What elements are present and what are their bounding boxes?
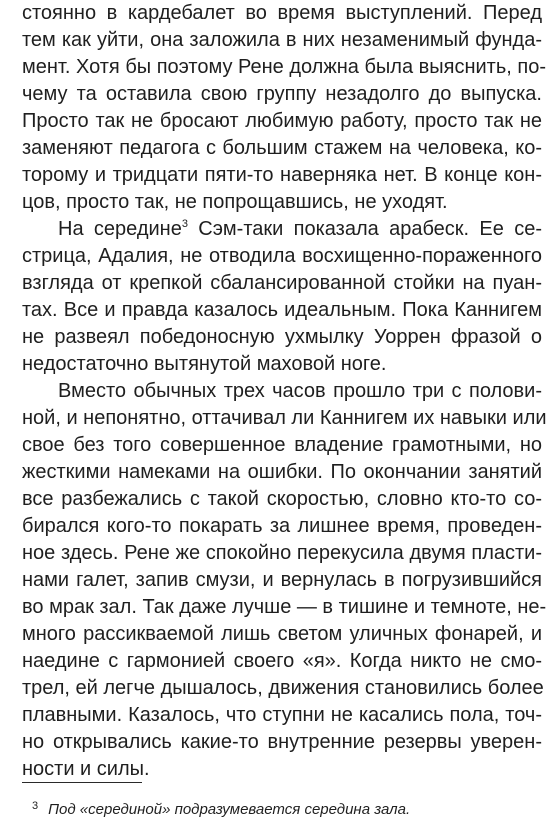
text-line: все разбежались с такой скоростью, словно кто-то со- <box>22 488 542 510</box>
footnote <box>32 796 410 820</box>
text-line: но открывались какие-то внутренние резервы уверен- <box>22 731 542 753</box>
text-line: Просто так не бросают любимую работу, просто так не <box>22 110 542 132</box>
text-line: ной, и непонятно, оттачивал ли Каннигем их навыки или <box>22 407 547 429</box>
text-line: чему та оставила свою группу незадолго до выпуска. <box>22 83 542 105</box>
text-line: наедине с гармонией своего «я». Когда никто не смо- <box>22 650 542 672</box>
text-line: мент. Хотя бы поэтому Рене должна была выяснить, по- <box>22 56 546 78</box>
text-line: стоянно в кардебалет во время выступлений. Перед <box>22 2 542 24</box>
text-line: не развеял победоносную ухмылку Уоррен фразой о <box>22 326 542 348</box>
text-line: во мрак зал. Так даже лучше — в тишине и темноте, не- <box>22 596 547 618</box>
text-line: нами галет, запив смузи, и вернулась в погрузившийся <box>22 569 542 591</box>
text-line: бирался кого-то покарать за лишнее время, проведен- <box>22 515 542 537</box>
text-line: ности и силы. <box>22 758 150 780</box>
text-span: На середине <box>58 218 182 240</box>
footnote-reference[interactable]: 3 <box>181 218 188 230</box>
text-line: трел, ей легче дышалось, движения становились более <box>22 677 544 699</box>
text-line: много рассикваемой лишь светом уличных фонарей, и <box>22 623 542 645</box>
text-line: торому и тридцати пяти-то наверняка нет. В конце кон- <box>22 164 542 186</box>
text-line: жесткими намеками на ошибки. По окончании занятий <box>22 461 542 483</box>
footnote-divider <box>22 782 142 783</box>
text-line: заменяют педагога с большим стажем на человека, ко- <box>22 137 542 159</box>
text-line: плавными. Казалось, что ступни не касались пола, точ- <box>22 704 542 726</box>
text-line: тах. Все и правда казалось идеальным. Пока Каннигем <box>22 299 542 321</box>
text-line: стрица, Адалия, не отводила восхищенно-пораженного <box>22 245 542 267</box>
text-line: взгляда от крепкой сбалансированной стойки на пуан- <box>22 272 542 294</box>
footnote-text: Под «серединой» подразумевается середина зала. <box>48 801 411 818</box>
text-line: ное здесь. Рене же спокойно перекусила двумя пласти- <box>22 542 542 564</box>
text-line: свое без того совершенное владение грамотными, но <box>22 434 542 456</box>
text-line: недостаточно вытянутой маховой ноге. <box>22 353 387 375</box>
text-line: тем как уйти, она заложила в них незаменимый фунда- <box>22 29 542 51</box>
text-span: Сэм-таки показала арабеск. Ее се- <box>187 218 542 240</box>
text-line: цов, просто так, не попрощавшись, не уходят. <box>22 191 448 213</box>
paragraph-first-line <box>22 216 542 243</box>
footnote-mark: 3 <box>32 800 39 812</box>
paragraph-first-line: Вместо обычных трех часов прошло три с полови- <box>58 380 542 402</box>
